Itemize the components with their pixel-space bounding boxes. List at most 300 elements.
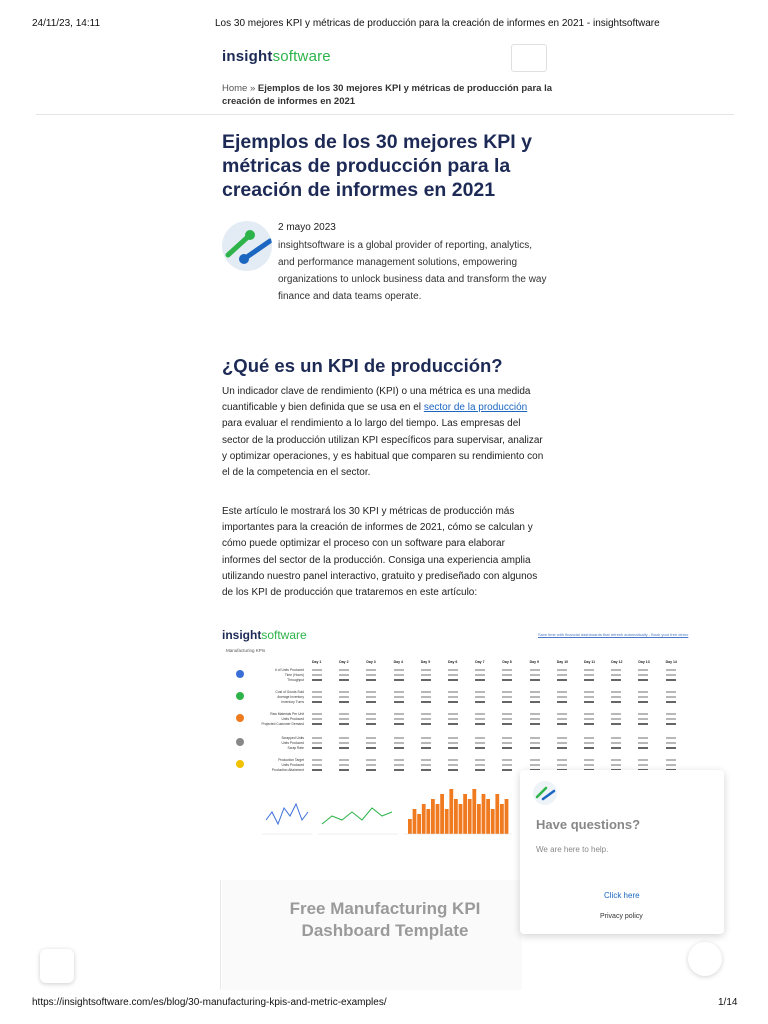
dashboard-cell: [666, 737, 676, 739]
dashboard-cell: [339, 713, 349, 715]
dashboard-bar: [505, 799, 509, 834]
dashboard-cell: [584, 691, 594, 693]
dashboard-cell: [366, 679, 376, 681]
dashboard-cell: [366, 742, 376, 744]
section-heading: ¿Qué es un KPI de producción?: [222, 355, 503, 376]
breadcrumb-current: Ejemplos de los 30 mejores KPI y métricas de producción para la creación de informes en 2021: [222, 83, 552, 107]
template-card-title: Free Manufacturing KPI Dashboard Template: [289, 899, 481, 940]
dashboard-bar: [454, 799, 458, 834]
dashboard-cell: [421, 674, 431, 676]
dashboard-cell: [502, 713, 512, 715]
dashboard-row-label: Scrapped Units: [281, 736, 304, 740]
dashboard-cell: [339, 701, 349, 703]
dashboard-cell: [611, 669, 621, 671]
dashboard-kpi-icon: [236, 738, 244, 746]
dashboard-cell: [502, 691, 512, 693]
dashboard-cell: [448, 713, 458, 715]
chat-question: Have questions?: [536, 817, 641, 832]
paragraph-2: Este artículo le mostrará los 30 KPI y métricas de producción más importantes para la creación de informes de 2021, cómo se calculan y cómo puede optimizar el proceso con un software para elaborar informes del sector de la producción. Consiga una experiencia amplia utilizando nuestro panel interactivo, gratuito y prediseñado con algunos de los KPI de producción que trataremos en este artículo:: [222, 506, 538, 599]
dashboard-cell: [502, 701, 512, 703]
breadcrumb-home[interactable]: Home: [222, 83, 248, 94]
dashboard-cell: [530, 691, 540, 693]
dashboard-cell: [421, 737, 431, 739]
dashboard-cell: [421, 718, 431, 720]
dashboard-cell: [557, 764, 567, 766]
dashboard-row-label: # of Units Produced: [275, 668, 304, 672]
dashboard-cell: [339, 764, 349, 766]
dashboard-cell: [611, 713, 621, 715]
dashboard-cell: [638, 669, 648, 671]
dashboard-cell: [421, 691, 431, 693]
chat-help-text: We are here to help.: [536, 845, 609, 854]
dashboard-cell: [638, 747, 648, 749]
dashboard-cell: [530, 737, 540, 739]
dashboard-cell: [502, 742, 512, 744]
dashboard-cell: [502, 747, 512, 749]
dashboard-day-header: Day 4: [393, 660, 403, 664]
dashboard-cell: [448, 691, 458, 693]
dashboard-cell: [638, 696, 648, 698]
dashboard-cell: [530, 669, 540, 671]
dashboard-cell: [339, 718, 349, 720]
dashboard-cell: [557, 696, 567, 698]
dashboard-cell: [502, 696, 512, 698]
dashboard-cell: [475, 669, 485, 671]
dashboard-cell: [339, 679, 349, 681]
sector-link[interactable]: sector de la producción: [423, 402, 528, 414]
dashboard-cell: [312, 764, 322, 766]
dashboard-cell: [421, 742, 431, 744]
dashboard-bar: [436, 804, 440, 834]
dashboard-cell: [611, 723, 621, 725]
dashboard-cell: [502, 737, 512, 739]
dashboard-cell: [638, 718, 648, 720]
dashboard-cell: [475, 713, 485, 715]
dashboard-logo-software: software: [261, 628, 307, 642]
dashboard-cell: [611, 737, 621, 739]
dashboard-cell: [394, 691, 404, 693]
dashboard-cell: [475, 764, 485, 766]
dashboard-cell: [448, 737, 458, 739]
dashboard-cell: [666, 742, 676, 744]
menu-button[interactable]: [511, 44, 547, 72]
dashboard-cell: [339, 696, 349, 698]
dashboard-cell: [530, 742, 540, 744]
dashboard-cell: [611, 696, 621, 698]
dashboard-charts: [222, 774, 522, 862]
dashboard-cell: [584, 759, 594, 761]
dashboard-cell: [611, 759, 621, 761]
dashboard-day-header: Day 10: [556, 660, 569, 664]
dashboard-bar: [472, 789, 476, 834]
dashboard-cell: [502, 679, 512, 681]
dashboard-cell: [312, 691, 322, 693]
dashboard-row-label: Units Produced: [281, 763, 304, 767]
dashboard-cell: [339, 759, 349, 761]
dashboard-cell: [475, 747, 485, 749]
dashboard-bar: [413, 809, 417, 834]
dashboard-cell: [502, 764, 512, 766]
dashboard-bar: [408, 819, 412, 834]
dashboard-cell: [339, 769, 349, 771]
dashboard-cell: [421, 679, 431, 681]
dashboard-cell: [312, 713, 322, 715]
dashboard-cell: [584, 713, 594, 715]
dashboard-cell: [394, 701, 404, 703]
dashboard-cell: [666, 679, 676, 681]
dashboard-cell: [638, 713, 648, 715]
dashboard-cell: [584, 696, 594, 698]
dashboard-cell: [557, 679, 567, 681]
dashboard-row-label: Production Attainment: [271, 768, 304, 772]
dashboard-day-header: Day 14: [665, 660, 677, 664]
dashboard-day-header: Day 11: [584, 660, 596, 664]
dashboard-cell: [666, 696, 676, 698]
dashboard-cell: [366, 713, 376, 715]
breadcrumb: [222, 82, 552, 108]
dashboard-cell: [502, 769, 512, 771]
dashboard-cell: [475, 691, 485, 693]
dashboard-cell: [557, 718, 567, 720]
dashboard-bar: [449, 789, 453, 834]
dashboard-cell: [557, 669, 567, 671]
dashboard-cell: [394, 737, 404, 739]
print-datetime: 24/11/23, 14:11: [32, 18, 101, 29]
dashboard-cell: [557, 691, 567, 693]
dashboard-cell: [366, 737, 376, 739]
dashboard-kpi-icon: [236, 760, 244, 768]
dashboard-cell: [584, 747, 594, 749]
dashboard-cell: [557, 747, 567, 749]
dashboard-bar: [445, 809, 449, 834]
dashboard-cell: [638, 701, 648, 703]
dashboard-cell: [366, 691, 376, 693]
dashboard-bar: [495, 794, 499, 834]
dashboard-cell: [312, 696, 322, 698]
dashboard-cell: [638, 679, 648, 681]
print-page-number: 1/14: [718, 997, 738, 1008]
dashboard-cell: [312, 742, 322, 744]
dashboard-cell: [666, 718, 676, 720]
dashboard-cell: [448, 723, 458, 725]
paragraph-1: [222, 384, 546, 481]
dashboard-cell: [394, 696, 404, 698]
dashboard-cell: [611, 764, 621, 766]
dashboard-cell: [475, 769, 485, 771]
dashboard-cell: [394, 759, 404, 761]
dashboard-cell: [475, 696, 485, 698]
dashboard-cell: [666, 674, 676, 676]
dashboard-cell: [557, 737, 567, 739]
dashboard-cell: [557, 759, 567, 761]
dashboard-row-label: Scrap Rate: [287, 746, 304, 750]
dashboard-cell: [530, 764, 540, 766]
print-url: https://insightsoftware.com/es/blog/30-manufacturing-kpis-and-metric-examples/: [32, 997, 387, 1008]
dashboard-cell: [475, 742, 485, 744]
dashboard-cell: [312, 747, 322, 749]
dashboard-cell: [502, 723, 512, 725]
dashboard-cell: [312, 737, 322, 739]
dashboard-cell: [448, 759, 458, 761]
dashboard-bar: [417, 814, 421, 834]
dashboard-cell: [638, 742, 648, 744]
dashboard-row-label: Projected Customer Demand: [261, 722, 304, 726]
dashboard-cell: [666, 713, 676, 715]
dashboard-cell: [366, 747, 376, 749]
dashboard-row-label: Raw Materials Per Unit: [270, 712, 304, 716]
dashboard-cell: [638, 674, 648, 676]
dashboard-cell: [611, 701, 621, 703]
dashboard-bar: [422, 804, 426, 834]
logo-insight: insight: [222, 48, 273, 65]
dashboard-cell: [530, 679, 540, 681]
site-logo[interactable]: [222, 48, 331, 65]
dashboard-cell: [366, 669, 376, 671]
dashboard-cell: [448, 669, 458, 671]
dashboard-cell: [394, 769, 404, 771]
page-title: Ejemplos de los 30 mejores KPI y métricas de producción para la creación de informes en 2021: [222, 131, 532, 201]
dashboard-kpi-icon: [236, 670, 244, 678]
dashboard-cell: [312, 674, 322, 676]
paragraph-1-text-b: para evaluar el rendimiento a lo largo del tiempo. Las empresas del sector de la producción utilizan KPI específicos para supervisar, analizar y optimizar operaciones, y es habitual que comparen su rendimiento con el de la competencia en el sector.: [222, 418, 544, 479]
dashboard-bar: [459, 804, 463, 834]
dashboard-cell: [530, 759, 540, 761]
dashboard-cell: [339, 691, 349, 693]
dashboard-bar: [463, 794, 467, 834]
dashboard-day-header: Day 12: [611, 660, 623, 664]
dashboard-logo: [222, 628, 307, 642]
dashboard-row-label: Inventory Turns: [281, 700, 304, 704]
dashboard-cell: [448, 742, 458, 744]
dashboard-subtitle: Manufacturing KPIs: [226, 648, 266, 653]
dashboard-cell: [475, 674, 485, 676]
dashboard-cell: [421, 764, 431, 766]
dashboard-day-header: Day 1: [312, 660, 322, 664]
dashboard-day-header: Day 9: [529, 660, 539, 664]
dashboard-cell: [557, 701, 567, 703]
dashboard-cell: [530, 723, 540, 725]
dashboard-cell: [421, 701, 431, 703]
dashboard-cell: [312, 769, 322, 771]
post-date: 2 mayo 2023: [278, 222, 336, 233]
breadcrumb-separator: »: [247, 83, 258, 94]
dashboard-cell: [611, 679, 621, 681]
dashboard-cell: [502, 718, 512, 720]
dashboard-bar: [491, 809, 495, 834]
dashboard-line-a: [266, 804, 308, 824]
dashboard-cell: [339, 742, 349, 744]
dashboard-cell: [666, 723, 676, 725]
paragraph-1-text-a: Un indicador clave de rendimiento (KPI) o una métrica es una medida cuantificable y bien definida que se usa en el: [222, 386, 531, 414]
dashboard-cell: [584, 718, 594, 720]
dashboard-cell: [557, 742, 567, 744]
dashboard-cell: [366, 723, 376, 725]
dashboard-row-label: Production Target: [278, 758, 304, 762]
dashboard-cell: [421, 723, 431, 725]
dashboard-cell: [448, 718, 458, 720]
dashboard-cell: [394, 713, 404, 715]
dashboard-cell: [638, 691, 648, 693]
dashboard-cell: [366, 769, 376, 771]
dashboard-bar: [431, 799, 435, 834]
dashboard-cell: [366, 701, 376, 703]
dashboard-cell: [421, 696, 431, 698]
dashboard-line-b: [322, 808, 392, 824]
dashboard-cell: [448, 701, 458, 703]
dashboard-cell: [312, 679, 322, 681]
dashboard-cell: [530, 696, 540, 698]
dashboard-day-header: Day 5: [420, 660, 431, 664]
chat-launcher-button[interactable]: [688, 942, 722, 976]
dashboard-cell: [502, 669, 512, 671]
dashboard-cell: [530, 701, 540, 703]
dashboard-cell: [394, 679, 404, 681]
dashboard-bar: [500, 804, 504, 834]
dashboard-day-header: Day 13: [638, 660, 650, 664]
dashboard-cell: [638, 737, 648, 739]
dashboard-cell: [448, 769, 458, 771]
dashboard-cell: [448, 674, 458, 676]
dashboard-kpi-icon: [236, 692, 244, 700]
dashboard-bar: [468, 799, 472, 834]
dashboard-cell: [638, 723, 648, 725]
dashboard-cell: [312, 759, 322, 761]
dashboard-cell: [448, 764, 458, 766]
dashboard-cell: [448, 696, 458, 698]
dashboard-cell: [530, 747, 540, 749]
dashboard-bar: [440, 794, 444, 834]
dashboard-cell: [638, 759, 648, 761]
dashboard-cell: [339, 723, 349, 725]
dashboard-cell: [394, 764, 404, 766]
dashboard-cell: [666, 691, 676, 693]
dashboard-cell: [557, 674, 567, 676]
dashboard-row-label: Units Produced: [281, 741, 304, 745]
dashboard-cell: [530, 713, 540, 715]
dashboard-logo-insight: insight: [222, 628, 262, 642]
dashboard-cell: [475, 759, 485, 761]
dashboard-cell: [557, 713, 567, 715]
dashboard-cell: [421, 713, 431, 715]
dashboard-cell: [394, 747, 404, 749]
dashboard-cell: [666, 747, 676, 749]
dashboard-cell: [584, 701, 594, 703]
author-bio: insightsoftware is a global provider of reporting, analytics, and performance management solutions, empowering organizations to unlock business data and transform the way finance and data teams operate.: [278, 240, 547, 302]
dashboard-cell: [421, 759, 431, 761]
dashboard-cell: [366, 696, 376, 698]
dashboard-cell: [366, 718, 376, 720]
dashboard-cell: [394, 723, 404, 725]
dashboard-cell: [475, 679, 485, 681]
dashboard-cell: [502, 674, 512, 676]
dashboard-cell: [339, 737, 349, 739]
dashboard-cell: [475, 737, 485, 739]
dashboard-row-label: Throughput: [287, 678, 304, 682]
dashboard-row-label: Time (Hours): [284, 673, 304, 677]
dashboard-cell: [366, 674, 376, 676]
dashboard-cell: [475, 718, 485, 720]
dashboard-cell: [584, 679, 594, 681]
dashboard-cell: [394, 742, 404, 744]
dashboard-day-header: Day 8: [502, 660, 512, 664]
dashboard-cell: [312, 701, 322, 703]
dashboard-cell: [394, 674, 404, 676]
header-divider: [36, 114, 734, 115]
dashboard-cell: [611, 747, 621, 749]
dashboard-cell: [666, 759, 676, 761]
dashboard-cell: [312, 723, 322, 725]
dashboard-cell: [448, 747, 458, 749]
dashboard-cell: [394, 669, 404, 671]
dashboard-cell: [666, 701, 676, 703]
dashboard-cell: [530, 674, 540, 676]
dashboard-cell: [666, 764, 676, 766]
cookie-settings-button[interactable]: [40, 949, 74, 983]
dashboard-cell: [421, 669, 431, 671]
dashboard-row-label: Cost of Goods Sold: [275, 690, 304, 694]
dashboard-cell: [584, 742, 594, 744]
dashboard-bar: [477, 804, 481, 834]
author-avatar-icon: [222, 221, 272, 271]
dashboard-bar: [482, 794, 486, 834]
dashboard-cell: [339, 747, 349, 749]
dashboard-cell: [339, 669, 349, 671]
dashboard-cell: [366, 759, 376, 761]
dashboard-cell: [530, 718, 540, 720]
dashboard-cell: [611, 718, 621, 720]
dashboard-cell: [611, 674, 621, 676]
dashboard-cell: [421, 747, 431, 749]
dashboard-bar: [486, 799, 490, 834]
dashboard-cell: [584, 674, 594, 676]
dashboard-day-header: Day 2: [339, 660, 349, 664]
dashboard-cell: [666, 669, 676, 671]
dashboard-cell: [421, 769, 431, 771]
dashboard-cell: [611, 742, 621, 744]
logo-software: software: [272, 48, 331, 65]
dashboard-cell: [557, 723, 567, 725]
chat-privacy-link[interactable]: Privacy policy: [600, 913, 643, 920]
dashboard-cell: [502, 759, 512, 761]
dashboard-cell: [584, 723, 594, 725]
dashboard-cell: [312, 669, 322, 671]
dashboard-kpi-icon: [236, 714, 244, 722]
dashboard-day-header: Day 7: [475, 660, 485, 664]
dashboard-day-header: Day 6: [448, 660, 458, 664]
dashboard-day-header: Day 3: [366, 660, 376, 664]
card-divider: [220, 880, 221, 990]
dashboard-cell: [584, 764, 594, 766]
dashboard-cell: [475, 701, 485, 703]
dashboard-bar: [426, 809, 430, 834]
dashboard-row-label: Average Inventory: [277, 695, 304, 699]
chat-click-here-link[interactable]: Click here: [604, 891, 640, 900]
dashboard-cell: [366, 764, 376, 766]
dashboard-cell: [448, 679, 458, 681]
dashboard-cell: [584, 669, 594, 671]
dashboard-cell: [339, 674, 349, 676]
dashboard-cell: [638, 764, 648, 766]
dashboard-demo-link[interactable]: Save time with financial dashboards that refresh automatically - Book your free demo: [538, 632, 689, 637]
print-page-title: Los 30 mejores KPI y métricas de producción para la creación de informes en 2021 - insightsoftware: [215, 18, 660, 29]
dashboard-cell: [584, 737, 594, 739]
chat-logo-icon: [533, 781, 557, 805]
dashboard-cell: [312, 718, 322, 720]
dashboard-cell: [475, 723, 485, 725]
dashboard-cell: [611, 691, 621, 693]
dashboard-row-label: Units Produced: [281, 717, 304, 721]
dashboard-cell: [394, 718, 404, 720]
